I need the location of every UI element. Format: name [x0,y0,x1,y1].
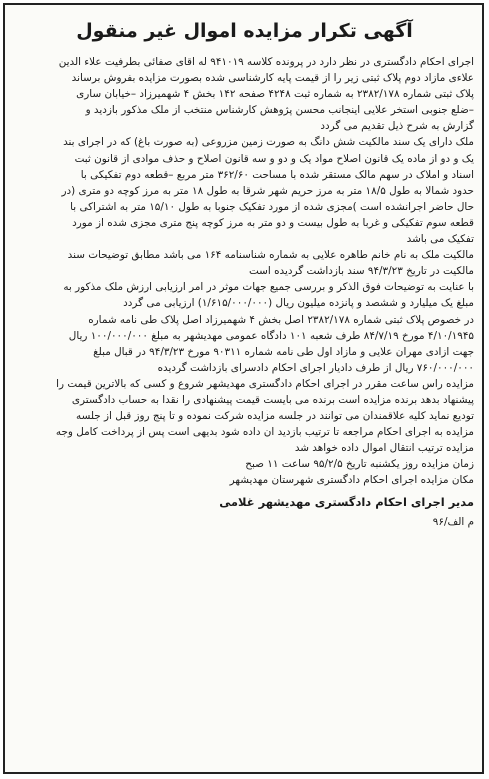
body-line: حدود شمالا به طول ۱۸/۵ متر به مرز حریم شهر شرقا به طول ۱۸ متر به مرز کوچه دو متری (در [61,184,474,197]
body-line: پلاک ثبتی شماره ۲۳۸۲/۱۷۸ به شماره ثبت ۴۲۴۸ صفحه ۱۴۲ بخش ۴ شهمیرزاد –خیابان ساری [76,88,474,101]
body-line: جهت ازادی مهران علایی و مازاد اول طی نامه شماره ۹۰۳۱۱ مورخ ۹۴/۳/۲۳ در قبال مبلغ [93,345,474,358]
notice-body [15,54,474,489]
body-line: –ضلع جنوبی استخر علایی اینجانب محسن پژوهش کارشناس منتخب از ملک مذکور بازدید و [85,104,474,117]
body-line: اسناد و املاک در سهم مالک مستقر شده با مساحت ۳۶۲/۶۰ متر مربع –قطعه دوم تفکیکی با [80,168,474,181]
body-line: تفکیک می باشد [406,233,474,246]
body-line: ۷۶۰/۰۰۰/۰۰۰ ریال از طرف دادیار اجرای احکام دادسرای بازداشت گردیده [157,361,474,374]
body-line: پیشنهاد بدهد برنده مزایده است برنده می بایست قیمت پیشنهادی را نقدا به حساب دادگستری [71,393,474,406]
body-line: علاءی مازاد دوم پلاک ثبتی زیر را از قیمت پایه کارشناسی شده بصورت مزایده بفروش برساند [71,72,474,85]
body-line: ۴/۱۰/۱۹۴۵ مورخ ۸۴/۷/۱۹ طرف شعبه ۱۰۱ دادگاه عمومی مهدیشهر به مبلغ ۱۰۰/۰۰۰/۰۰۰ ریال [68,329,474,342]
body-line: اجرای احکام دادگستری در نظر دارد در پرونده کلاسه ۹۴۱۰۱۹ له اقای صفائی بطرفیت علاء الدین [58,56,474,68]
body-line: مکان مزایده اجرای احکام دادگستری شهرستان مهدیشهر [229,474,474,487]
body-line: مزایده به اجرای احکام مراجعه تا ترتیب بازدید ان داده شود بدیهی است پس از پرداخت کامل وجه [55,426,474,439]
auction-notice [3,3,484,774]
body-line: مزایده ترتیب انتقال اموال داده خواهد شد [294,442,474,455]
body-line: تودیع نماید کلیه علاقمندان می توانند در جلسه مزایده شرکت نموده و تا پنج روز قبل از جلسه [76,410,474,423]
body-line: با عنایت به توضیحات فوق الذکر و بررسی جمیع جهات موثر در امر ارزیابی ارزش ملک مذکور به [63,281,474,294]
notice-title: آگهی تکرار مزایده اموال غیر منقول [76,20,413,42]
body-line: مالکیت در تاریخ ۹۴/۳/۲۳ سند بازداشت گردیده است [248,265,474,278]
body-line: مبلغ یک میلیارد و ششصد و پانزده میلیون ریال (۱/۶۱۵/۰۰۰/۰۰۰) ارزیابی می گردد [123,297,474,310]
body-line: مالکیت ملک به نام خانم طاهره علایی به شماره شناسنامه ۱۶۴ می باشد مطابق توضیحات سند [67,249,474,262]
body-line: مزایده راس ساعت مقرر در اجرای احکام دادگستری مهدیشهر شروع و کسی که بالاترین قیمت را [56,377,474,390]
signature: مدیر اجرای احکام دادگستری مهدیشهر غلامی [219,494,474,509]
body-line: یک و دو از ماده یک قانون اصلاح مواد یک و دو و سه قانون اصلاح و حذف موادی از قانون ثبت [74,152,474,165]
body-line: ملک دارای یک سند مالکیت شش دانگ به صورت زمین مزروعی (به صورت باغ) که در اجرای بند [63,136,474,149]
reference-code: م الف/۹۶ [432,515,474,528]
body-line: حال حاضر اجرانشده است )مجزی شده از مورد تفکیک جنوبا به طول ۱۵/۱۰ متر به اشتراکی با [70,200,474,213]
body-line: زمان مزایده روز یکشنبه تاریخ ۹۵/۲/۵ ساعت ۱۱ صبح [245,458,474,471]
body-line: در خصوص پلاک ثبتی شماره ۲۳۸۲/۱۷۸ اصل بخش ۴ شهمیرزاد اصل پلاک طی نامه شماره [88,313,474,326]
body-line: گزارش به شرح ذیل تقدیم می گردد [320,120,474,133]
body-line: قطعه سوم تفکیکی و غربا به طول بیست و دو متر به مرز کوچه پنج متری مجزی شده از مورد [72,216,474,229]
